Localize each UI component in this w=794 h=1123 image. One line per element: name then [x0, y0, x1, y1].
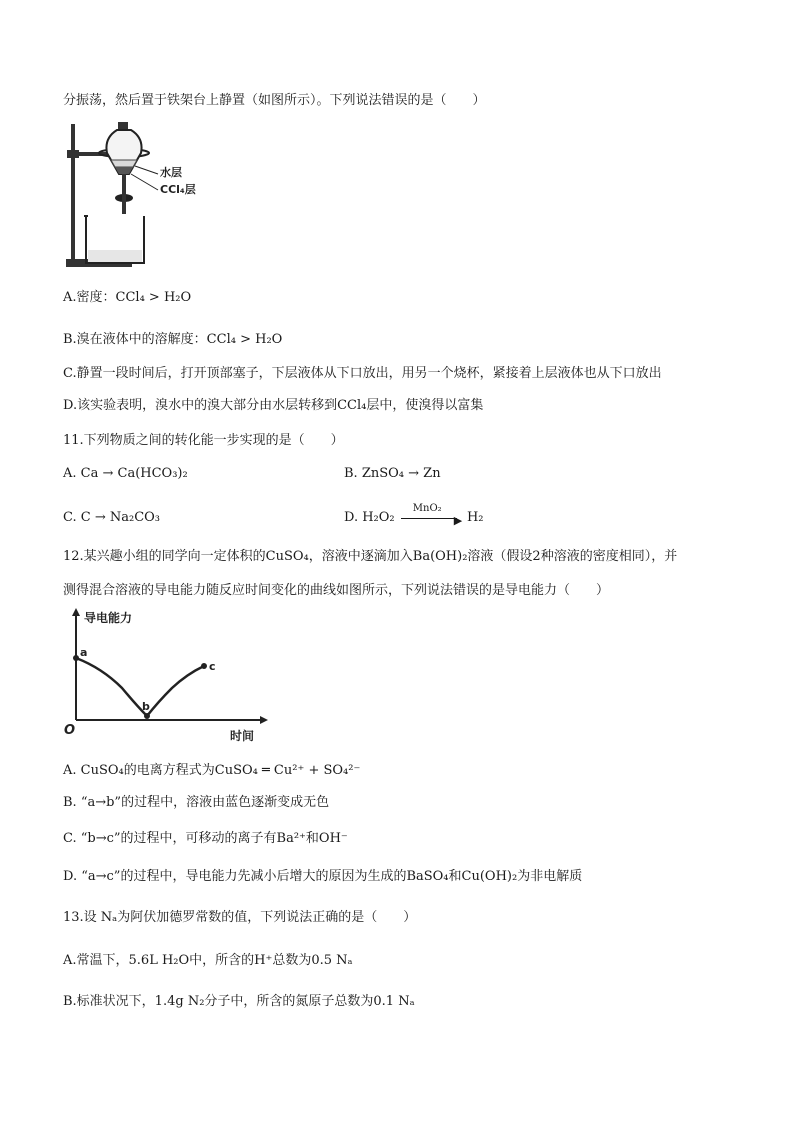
option-d-product: H₂	[466, 510, 484, 525]
ylabel: 导电能力	[84, 611, 133, 625]
point-a	[73, 655, 79, 661]
question-13-stem: 13.设 Nₐ为阿伏加德罗常数的值，下列说法正确的是（ ）	[63, 910, 417, 925]
conductivity-chart	[62, 606, 277, 746]
funnel-stopper	[118, 122, 128, 130]
question-10-option-d: D.该实验表明，溴水中的溴大部分由水层转移到CCl₄层中，使溴得以富集	[63, 398, 484, 413]
water-layer-label: 水层	[160, 166, 182, 179]
separatory-funnel-figure	[62, 118, 222, 270]
question-11-option-b: B. ZnSO₄ → Zn	[344, 466, 441, 481]
question-11-stem: 11.下列物质之间的转化能一步实现的是（ ）	[63, 433, 344, 448]
option-d-reactant: D. H₂O₂	[344, 510, 395, 525]
question-12-option-a: A. CuSO₄的电离方程式为CuSO₄ ═ Cu²⁺ + SO₄²⁻	[63, 763, 361, 778]
origin-label: O	[64, 723, 76, 738]
water-layer	[111, 160, 137, 167]
funnel-stem	[122, 174, 126, 214]
point-c	[201, 663, 207, 669]
question-11-option-c: C. C → Na₂CO₃	[63, 510, 161, 525]
reaction-arrow: MnO₂ ▶	[399, 509, 463, 527]
x-axis-arrow	[260, 716, 268, 724]
point-label-c: c	[209, 660, 216, 673]
point-label-a: a	[80, 646, 88, 659]
question-13-option-a: A.常温下，5.6L H₂O中，所含的H⁺总数为0.5 Nₐ	[63, 953, 353, 968]
question-10-option-b: B.溴在液体中的溶解度：CCl₄ > H₂O	[63, 332, 283, 347]
question-12-option-c: C. “b→c”的过程中，可移动的离子有Ba²⁺和OH⁻	[63, 831, 348, 846]
question-10-option-a: A.密度：CCl₄ > H₂O	[63, 290, 192, 305]
point-b	[144, 713, 150, 719]
ccl4-layer-label: CCl₄层	[160, 183, 196, 196]
stand-rod	[71, 124, 75, 260]
question-10-option-c: C.静置一段时间后，打开顶部塞子，下层液体从下口放出，用另一个烧杯，紧接着上层液体也从下口放出	[63, 366, 662, 381]
question-11-option-d	[344, 503, 484, 527]
question-12-stem-line1: 12.某兴趣小组的同学向一定体积的CuSO₄，溶液中逐滴加入Ba(OH)₂溶液（假设2种溶液的密度相同），并	[63, 549, 678, 564]
series-line	[76, 658, 204, 716]
question-13-option-b: B.标准状况下，1.4g N₂分子中，所含的氮原子总数为0.1 Nₐ	[63, 994, 415, 1009]
arrow-condition: MnO₂	[412, 503, 442, 514]
xlabel: 时间	[230, 729, 255, 743]
question-12-option-d: D. “a→c”的过程中，导电能力先减小后增大的原因为生成的BaSO₄和Cu(OH)₂为非电解质	[63, 869, 583, 884]
question-12-stem-line2: 测得混合溶液的导电能力随反应时间变化的曲线如图所示，下列说法错误的是导电能力（ ）	[63, 583, 610, 598]
question-12-option-b: B. “a→b”的过程中，溶液由蓝色逐渐变成无色	[63, 795, 330, 810]
question-11-option-a: A. Ca → Ca(HCO₃)₂	[63, 466, 188, 481]
y-axis-arrow	[72, 608, 80, 616]
clamp-knob	[67, 150, 79, 158]
point-label-b: b	[142, 700, 150, 713]
question-10-stem-tail: 分振荡，然后置于铁架台上静置（如图所示）。下列说法错误的是（ ）	[63, 93, 486, 108]
